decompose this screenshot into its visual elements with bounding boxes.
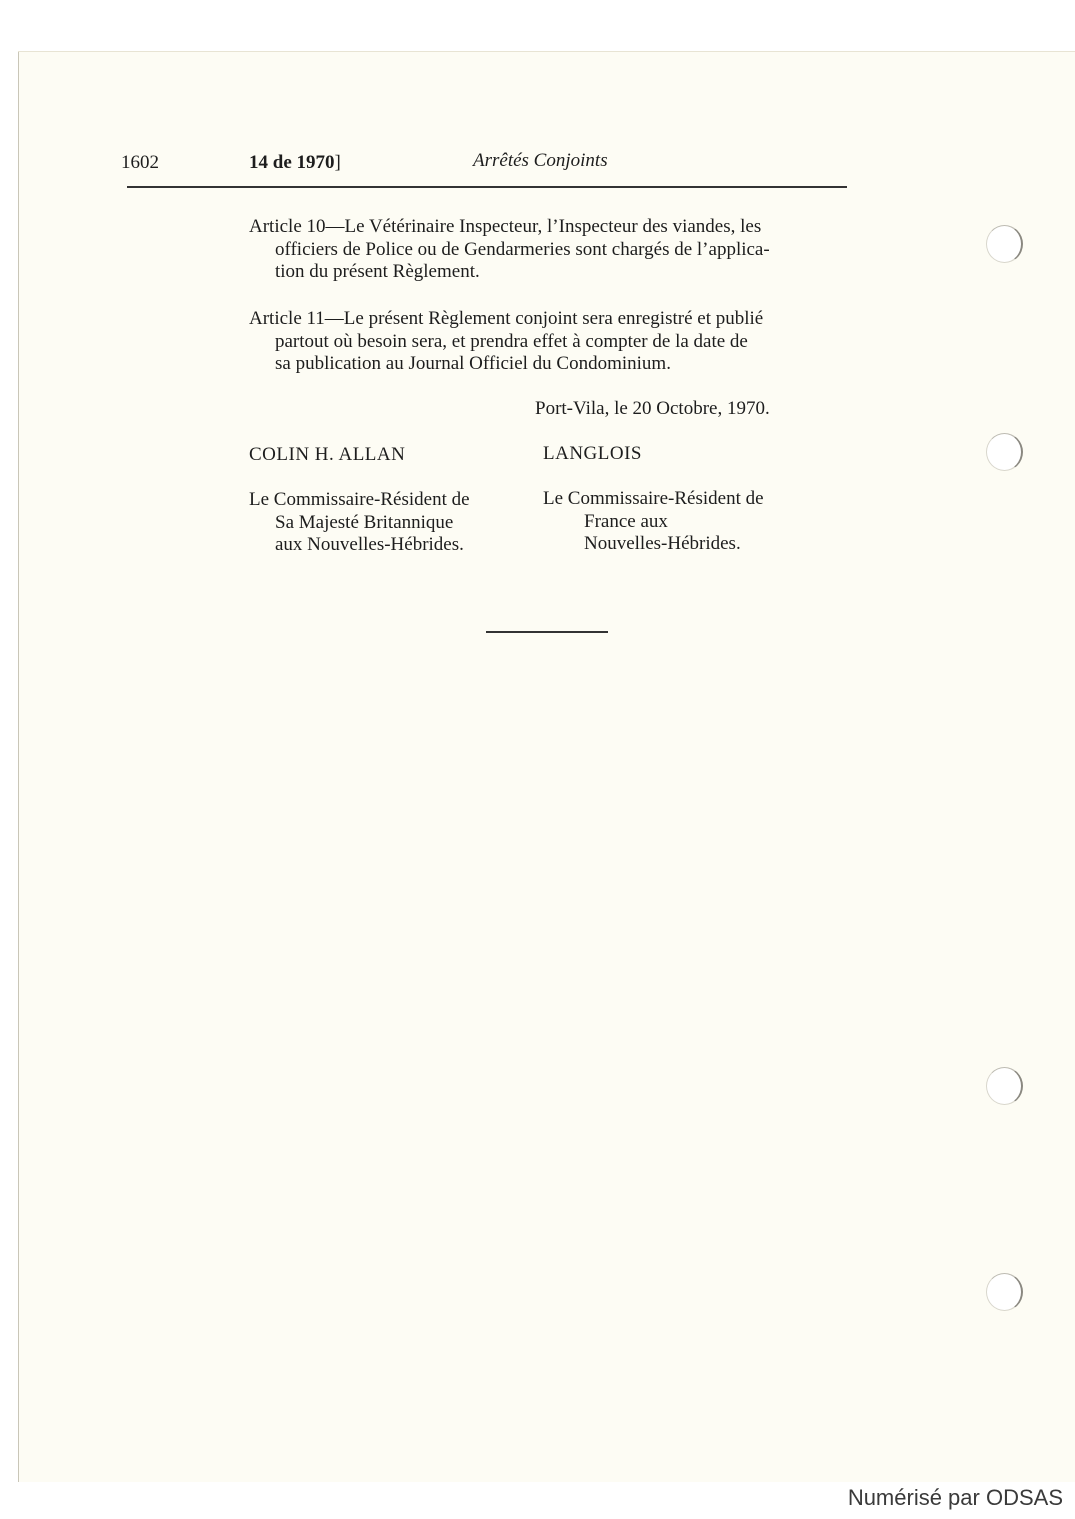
article-10-line-1-text: Article 10—Le Vétérinaire Inspecteur, l’Inspecteur des viandes, les [249,216,762,237]
signatory-left-title-line-2: Sa Majesté Britannique [275,511,454,533]
punch-hole-icon [986,1067,1023,1105]
digitization-credit: Numérisé par ODSAS [847,1485,1063,1510]
closing-rule [486,631,608,633]
act-reference-text: 14 de 1970 [249,152,335,173]
act-reference-bracket: ] [334,152,341,173]
signatory-right-name: LANGLOIS [543,443,642,464]
signatory-right-title-line-2: France aux [584,510,668,532]
article-10 [249,216,846,284]
page-number: 1602 [121,152,159,173]
signatory-right-title-line-3: Nouvelles-Hébrides. [584,533,741,554]
section-title: Arrêtés Conjoints [473,150,608,171]
place-date: Port-Vila, le 20 Octobre, 1970. [535,398,770,419]
article-11 [249,308,846,376]
article-10-line-1 [249,216,846,239]
article-10-line-2: officiers de Police ou de Gendarmeries sont chargés de l’applica- [275,238,770,260]
signatory-right-title [543,488,764,556]
act-reference [249,152,341,174]
signatory-left-name: COLIN H. ALLAN [249,444,406,465]
signatory-left-title-line-3: aux Nouvelles-Hébrides. [275,534,464,555]
punch-hole-icon [986,225,1023,263]
article-11-line-1: Article 11—Le présent Règlement conjoint sera enregistré et publié [249,308,764,329]
article-10-line-3: tion du présent Règlement. [275,261,480,282]
signatory-left-title [249,489,470,557]
article-11-line-3: sa publication au Journal Officiel du Condominium. [275,353,671,374]
signatory-left-title-line-1: Le Commissaire-Résident de [249,489,470,510]
article-11-line-2: partout où besoin sera, et prendra effet à compter de la date de [275,330,748,352]
header-rule [127,186,847,188]
signatory-right-title-line-1: Le Commissaire-Résident de [543,488,764,509]
punch-hole-icon [986,433,1023,471]
punch-hole-icon [986,1273,1023,1311]
